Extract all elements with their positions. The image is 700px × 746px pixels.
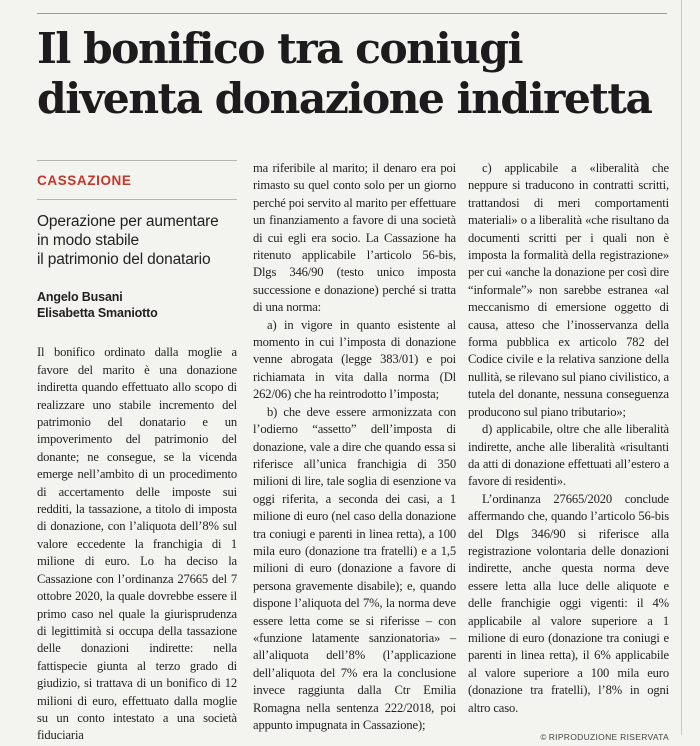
- copyright-icon: ©: [540, 733, 547, 742]
- summary-line-2: in modo stabile: [37, 232, 140, 250]
- summary: [37, 212, 237, 269]
- body-paragraph: c) applicabile a «liberalità che neppure si traducono in contratti scritti, trattandosi di meri comportamenti materiali» o a liberalità «che risultano da documenti scritti per i quali non è imposta la formalità della registrazione» per cui «anche la donazione per così dire “informale”» non sarebbe estranea «al meccanismo di emersione oggetto di causa, atteso che l’inosservanza della forma pubblica ex articolo 782 del Codice civile e la relativa sanzione della nullità, se rilevano sul piano civilistico, a tutela del donante, nessuna conseguenza producono sul piano tributario»;: [468, 161, 669, 419]
- author-name: Angelo Busani: [37, 290, 123, 305]
- body-paragraph: d) applicabile, oltre che alle liberalità indirette, anche alle liberalità «risultanti da atti di donazione effettuati all’estero a favore di residenti».: [468, 422, 669, 489]
- author-name: Elisabetta Smaniotto: [37, 306, 158, 321]
- headline-line-2: diventa donazione indiretta: [37, 74, 652, 124]
- section-kicker: CASSAZIONE: [37, 161, 237, 200]
- body-paragraph: L’ordinanza 27665/2020 conclude affermando che, quando l’articolo 56-bis del Dlgs 346/90 si riferisce alla registrazione volontaria delle donazioni indirette, anche questa norma deve essere letta alla luce delle aliquote e delle franchigie oggi vigenti: il 4% applicabile al valore superiore a 1 milione di euro (donazione tra coniugi e parenti in linea retta), il 6% applicabile al valore superiore a 100 mila euro (donazione tra fratelli), l’8% in ogni altro caso.: [468, 491, 669, 715]
- copyright-notice: [468, 729, 669, 746]
- column-1: [37, 160, 237, 745]
- column-3: [468, 160, 669, 746]
- body-paragraph: Il bonifico ordinato dalla moglie a favore del marito è una donazione indiretta quando effettuato allo scopo di realizzare uno stabile incremento del patrimonio del donatario e un impoverimento del patrimonio del donante; ne consegue, se la vicenda emerge nell’ambito di un procedimento di accertamento delle imposte sui redditi, la tassazione, a titolo di imposta di donazione, con l’aliquota dell’8% sul valore eccedente la franchigia di 1 milione di euro. Lo ha deciso la Cassazione con l’ordinanza 27665 del 7 ottobre 2020, la quale dovrebbe essere il primo caso nel quale la giurisprudenza di legittimità si occupa della tassazione delle donazioni indirette: nella fattispecie giunta al terzo grado di giudizio, si trattava di un bonifico di 12 milioni di euro, effettuato dalla moglie su un conto intestato a una società fiduciaria: [37, 345, 237, 743]
- body-paragraph: ma riferibile al marito; il denaro era poi rimasto su quel conto solo per un giorno perché poi servito al marito per effettuare un finanziamento a favore di una società di cui egli era socio. La Cassazione ha ritenuto applicabile l’articolo 56-bis, Dlgs 346/90 (testo unico imposta successione e donazione) perché si tratta di una norma:: [253, 161, 456, 315]
- body-paragraph: a) in vigore in quanto esistente al momento in cui l’imposta di donazione venne abrogata (legge 383/01) e poi richiamata in vita dalla norma (Dl 262/06) che ha reintrodotto l’imposta;: [253, 317, 456, 402]
- page-frame-border: [681, 0, 682, 735]
- body-paragraph: b) che deve essere armonizzata con l’odierno “assetto” dell’imposta di donazione, vale a dire che quando essa si riferisce all’unica franchigia di 350 milioni di lire, tale soglia di esenzione va oggi riferita, a seconda dei casi, a 1 milione di euro (nel caso della donazione tra coniugi e parenti in linea retta), a 100 mila euro (donazione tra fratelli) e a 1,5 milioni di euro (donazione a favore di persona gravemente disabile); e, quando dispone l’aliquota del 7%, la norma deve essere letta come se si riferisse – con «funzione latamente sanzionatoria» – all’aliquota dell’8% (l’applicazione dell’aliquota del 7% era la conclusione invece raggiunta dalla Ctr Emilia Romagna nella sentenza 222/2018, poi appunto impugnata in Cassazione);: [253, 404, 456, 732]
- top-rule: [37, 13, 667, 14]
- headline-line-1: Il bonifico tra coniugi: [37, 24, 522, 74]
- summary-line-3: il patrimonio del donatario: [37, 251, 211, 269]
- byline: [37, 289, 237, 321]
- copyright-text: RIPRODUZIONE RISERVATA: [548, 732, 669, 742]
- summary-line-1: Operazione per aumentare: [37, 213, 219, 231]
- column-2: [253, 160, 456, 734]
- headline: [37, 24, 677, 124]
